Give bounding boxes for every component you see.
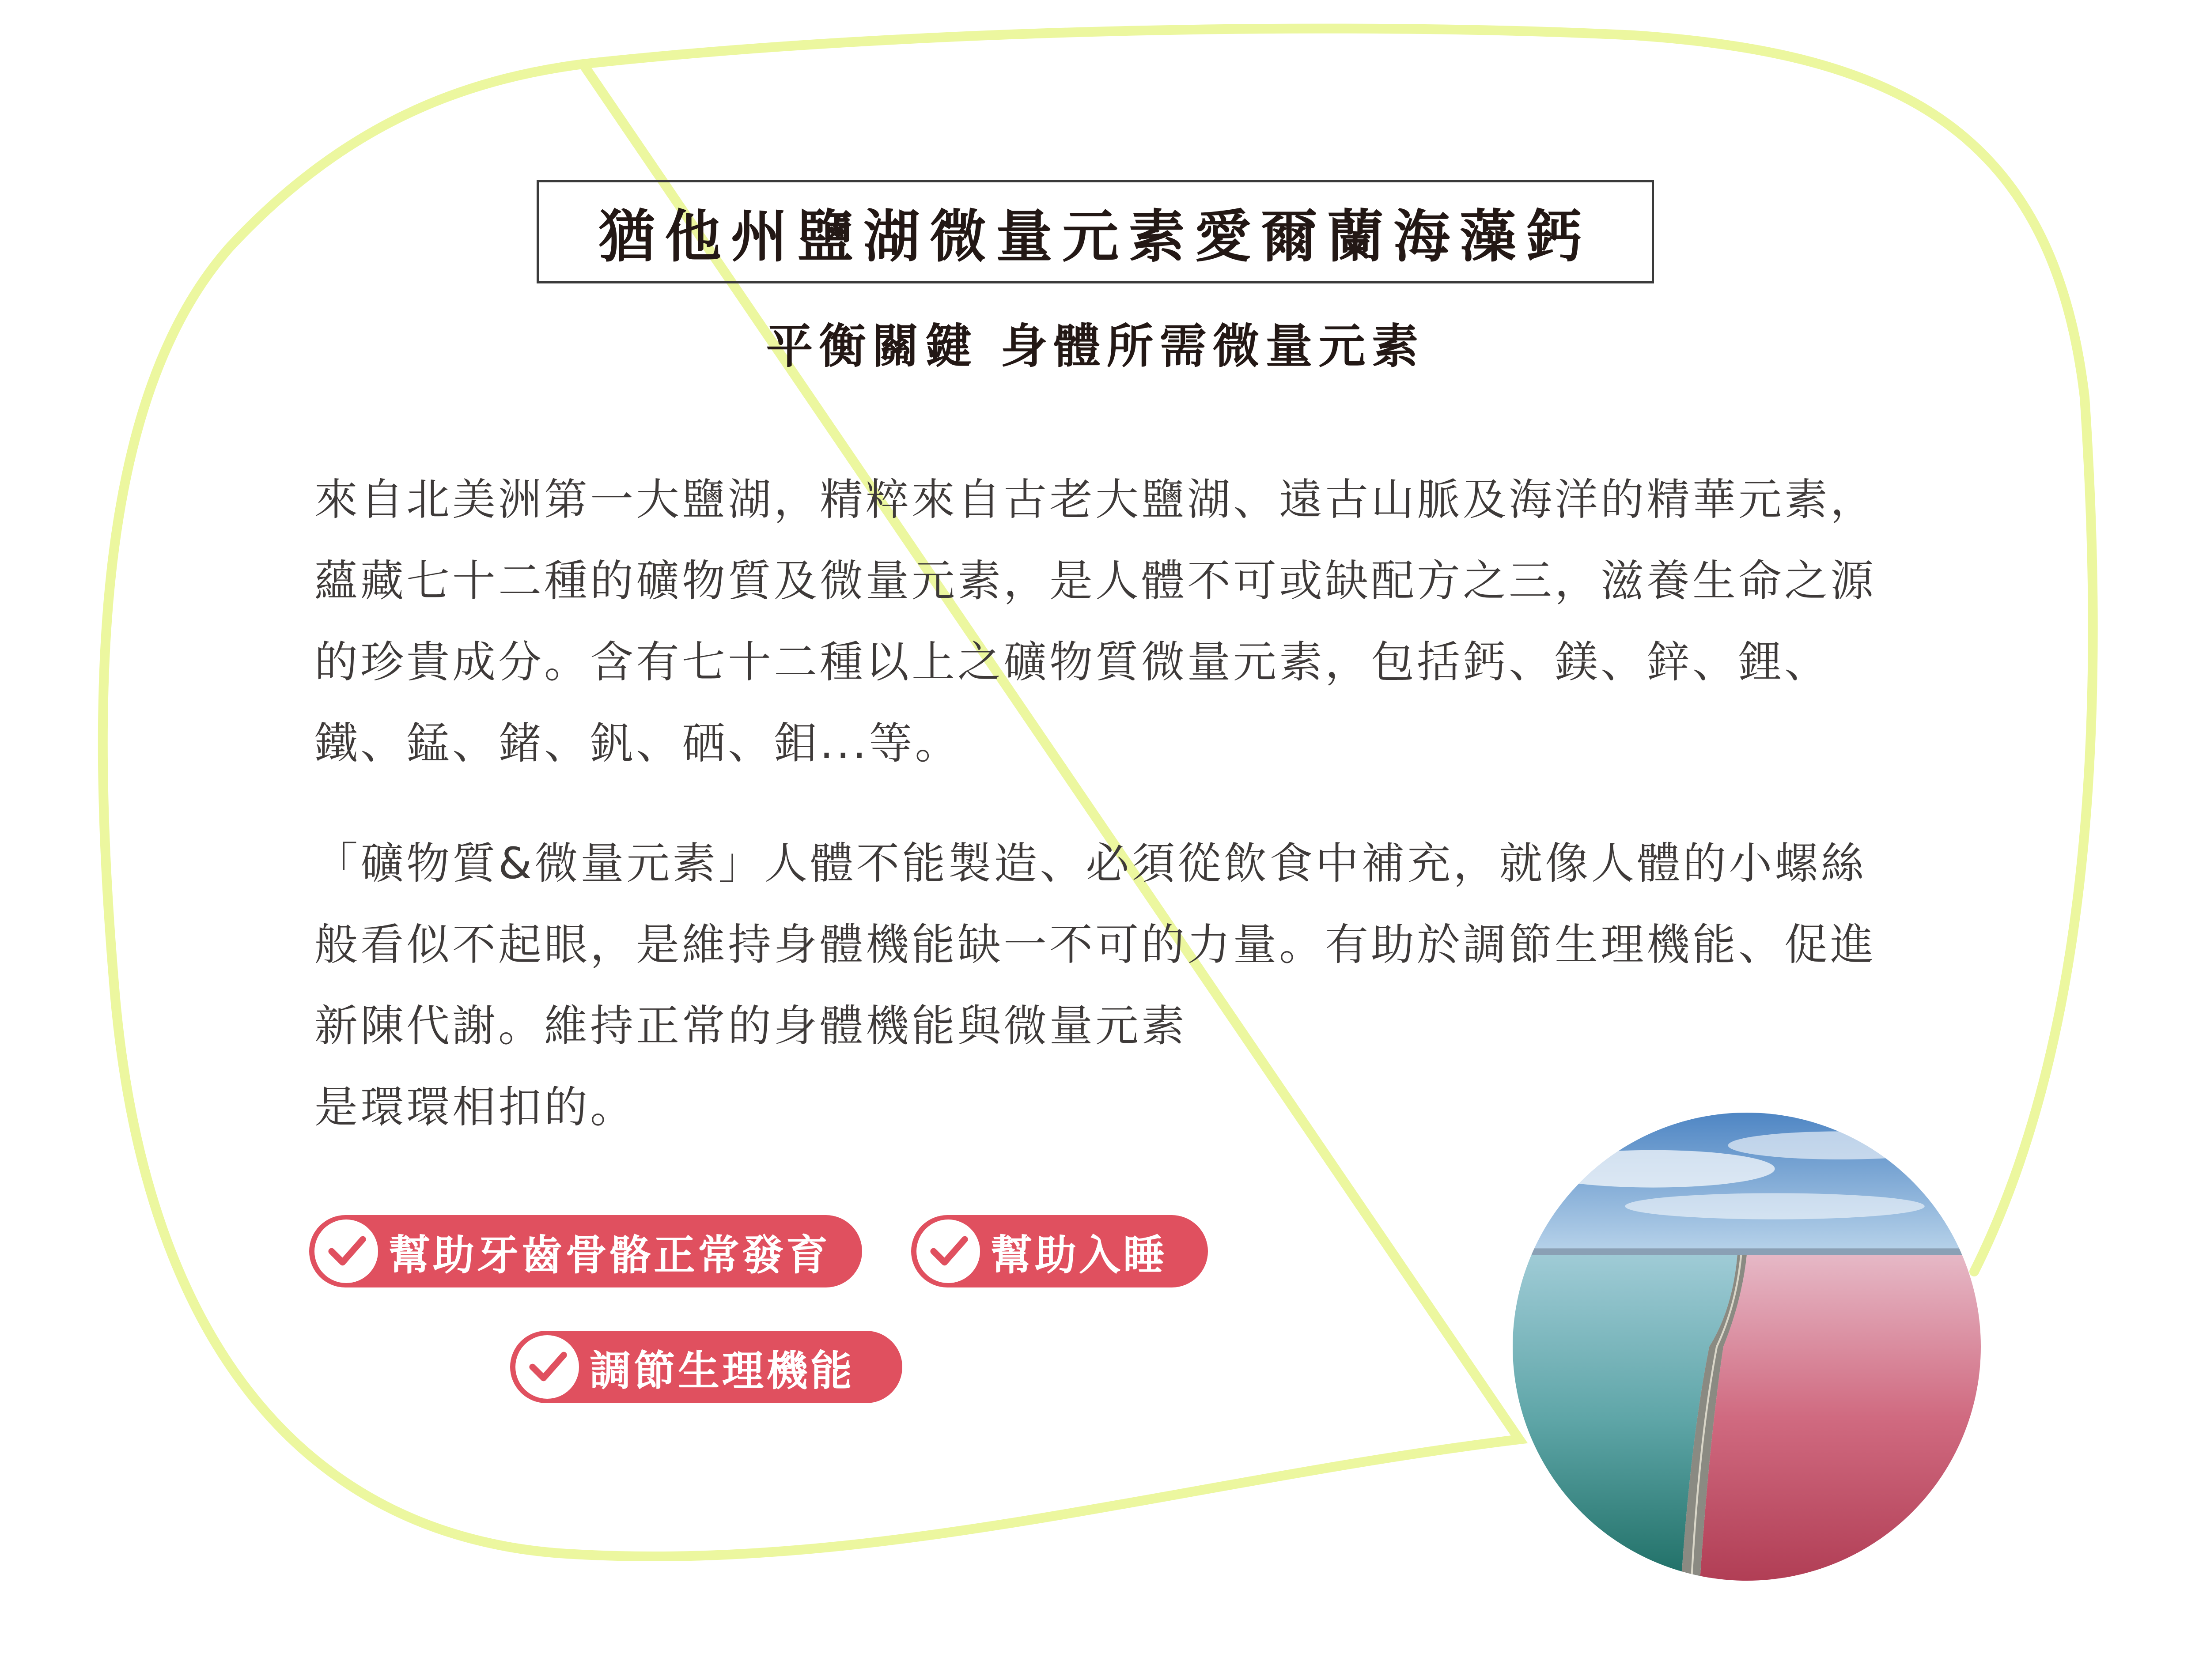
minerals-paragraph-line: 「礦物質&微量元素」人體不能製造、必須從飲食中補充，就像人體的小螺絲般看似不起眼，是維持身體機能缺一不可的力量。有助於調節生理機能、促進新陳代謝。維持正常的身體機能與微量元素: [314, 838, 1877, 1051]
benefit-badge-bone: [309, 1215, 862, 1287]
page-subtitle: 平衡關鍵 身體所需微量元素: [766, 319, 1425, 374]
minerals-paragraph-line: 是環環相扣的。: [314, 1082, 636, 1133]
salt-lake-photo: [1513, 1113, 1981, 1581]
benefit-badge-physiology: [510, 1331, 902, 1403]
benefit-badge-label: 幫助入睡: [991, 1231, 1168, 1280]
check-circle-icon: [916, 1219, 980, 1283]
check-circle-icon: [515, 1335, 579, 1399]
benefit-badge-sleep: [911, 1215, 1208, 1287]
benefit-badge-label: 調節生理機能: [590, 1347, 855, 1395]
page-title-text: 猶他州鹽湖微量元素愛爾蘭海藻鈣: [598, 204, 1592, 270]
benefit-badge-label: 幫助牙齒骨骼正常發育: [389, 1231, 831, 1280]
intro-paragraph: 來自北美洲第一大鹽湖，精粹來自古老大鹽湖、遠古山脈及海洋的精華元素，蘊藏七十二種的礦物質及微量元素，是人體不可或缺配方之三，滋養生命之源的珍貴成分。含有七十二種以上之礦物質微量元素，包括鈣、鎂、鋅、鋰、鐵、錳、鍺、釩、硒、鉬...等。: [314, 475, 1877, 769]
check-circle-icon: [314, 1219, 378, 1283]
minerals-paragraph: [314, 823, 1891, 1148]
page-title: [537, 180, 1654, 283]
